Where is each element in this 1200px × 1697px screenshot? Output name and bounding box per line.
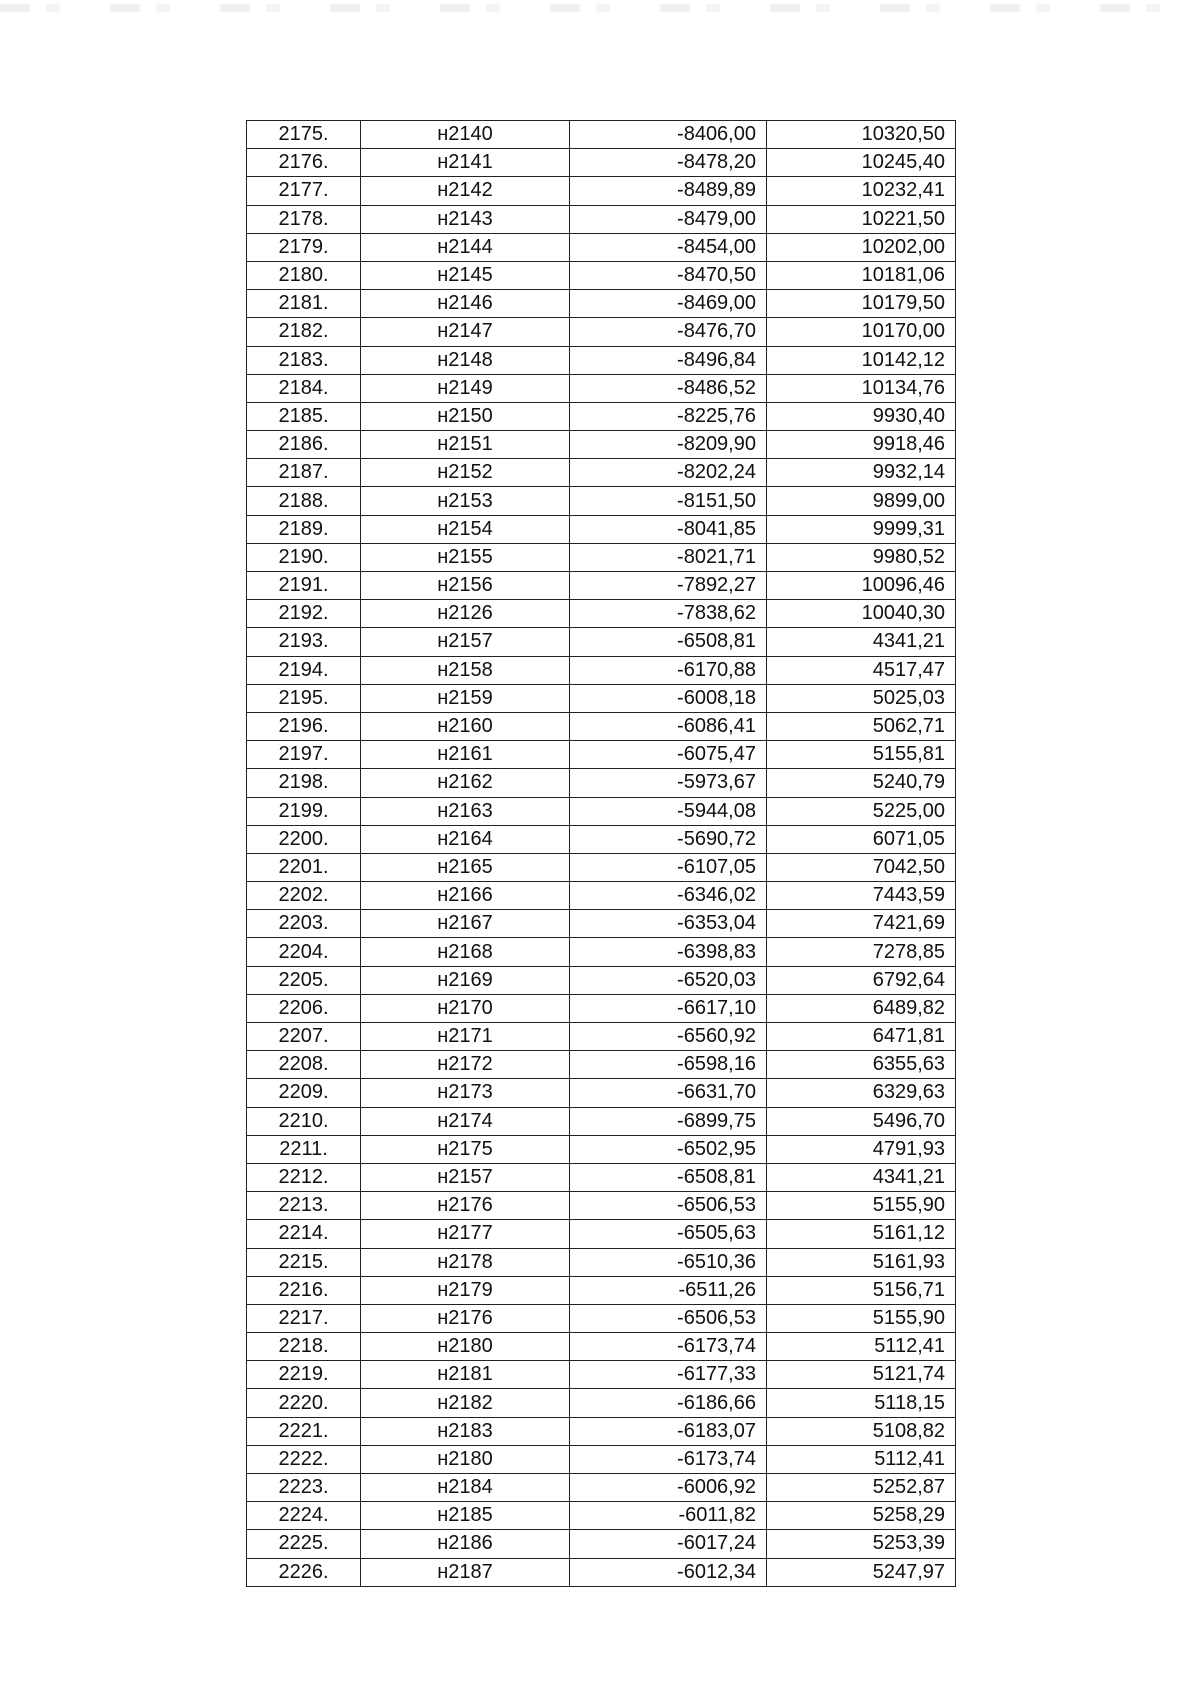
x-coordinate-cell: -6506,53 (570, 1192, 767, 1220)
y-coordinate-cell: 4341,21 (767, 628, 956, 656)
row-number-cell: 2201. (247, 853, 361, 881)
x-coordinate-cell: -6006,92 (570, 1474, 767, 1502)
y-coordinate-cell: 7278,85 (767, 938, 956, 966)
y-coordinate-cell: 5112,41 (767, 1445, 956, 1473)
point-id-cell: н2173 (361, 1079, 570, 1107)
x-coordinate-cell: -6899,75 (570, 1107, 767, 1135)
y-coordinate-cell: 5108,82 (767, 1417, 956, 1445)
x-coordinate-cell: -8209,90 (570, 431, 767, 459)
y-coordinate-cell: 6792,64 (767, 966, 956, 994)
y-coordinate-cell: 9999,31 (767, 515, 956, 543)
table-row (247, 684, 956, 712)
table-row (247, 1107, 956, 1135)
y-coordinate-cell: 5155,81 (767, 741, 956, 769)
x-coordinate-cell: -6617,10 (570, 994, 767, 1022)
table-row (247, 346, 956, 374)
row-number-cell: 2200. (247, 825, 361, 853)
table-row (247, 741, 956, 769)
table-row (247, 656, 956, 684)
y-coordinate-cell: 6329,63 (767, 1079, 956, 1107)
row-number-cell: 2187. (247, 459, 361, 487)
row-number-cell: 2205. (247, 966, 361, 994)
scan-header-noise (0, 4, 1200, 12)
y-coordinate-cell: 5156,71 (767, 1276, 956, 1304)
row-number-cell: 2178. (247, 205, 361, 233)
table-row (247, 1558, 956, 1586)
x-coordinate-cell: -6508,81 (570, 1163, 767, 1191)
x-coordinate-cell: -7892,27 (570, 572, 767, 600)
row-number-cell: 2196. (247, 712, 361, 740)
point-id-cell: н2167 (361, 910, 570, 938)
table-row (247, 374, 956, 402)
table-row (247, 1389, 956, 1417)
row-number-cell: 2208. (247, 1051, 361, 1079)
point-id-cell: н2187 (361, 1558, 570, 1586)
y-coordinate-cell: 6355,63 (767, 1051, 956, 1079)
y-coordinate-cell: 5112,41 (767, 1333, 956, 1361)
point-id-cell: н2166 (361, 882, 570, 910)
point-id-cell: н2149 (361, 374, 570, 402)
point-id-cell: н2126 (361, 600, 570, 628)
y-coordinate-cell: 5161,93 (767, 1248, 956, 1276)
table-row (247, 149, 956, 177)
y-coordinate-cell: 7421,69 (767, 910, 956, 938)
point-id-cell: н2157 (361, 628, 570, 656)
y-coordinate-cell: 4341,21 (767, 1163, 956, 1191)
y-coordinate-cell: 6071,05 (767, 825, 956, 853)
x-coordinate-cell: -8486,52 (570, 374, 767, 402)
point-id-cell: н2148 (361, 346, 570, 374)
x-coordinate-cell: -8489,89 (570, 177, 767, 205)
row-number-cell: 2221. (247, 1417, 361, 1445)
table-row (247, 233, 956, 261)
x-coordinate-cell: -8454,00 (570, 233, 767, 261)
row-number-cell: 2226. (247, 1558, 361, 1586)
y-coordinate-cell: 4517,47 (767, 656, 956, 684)
y-coordinate-cell: 5121,74 (767, 1361, 956, 1389)
row-number-cell: 2186. (247, 431, 361, 459)
y-coordinate-cell: 4791,93 (767, 1135, 956, 1163)
table-row (247, 177, 956, 205)
table-row (247, 1276, 956, 1304)
row-number-cell: 2225. (247, 1530, 361, 1558)
y-coordinate-cell: 5247,97 (767, 1558, 956, 1586)
point-id-cell: н2140 (361, 121, 570, 149)
y-coordinate-cell: 10181,06 (767, 261, 956, 289)
table-row (247, 205, 956, 233)
row-number-cell: 2216. (247, 1276, 361, 1304)
table-row (247, 543, 956, 571)
coordinates-table (246, 120, 956, 1587)
y-coordinate-cell: 5062,71 (767, 712, 956, 740)
x-coordinate-cell: -6017,24 (570, 1530, 767, 1558)
y-coordinate-cell: 5225,00 (767, 797, 956, 825)
y-coordinate-cell: 10179,50 (767, 290, 956, 318)
row-number-cell: 2217. (247, 1304, 361, 1332)
row-number-cell: 2185. (247, 402, 361, 430)
point-id-cell: н2179 (361, 1276, 570, 1304)
point-id-cell: н2168 (361, 938, 570, 966)
table-row (247, 797, 956, 825)
row-number-cell: 2195. (247, 684, 361, 712)
point-id-cell: н2143 (361, 205, 570, 233)
table-row (247, 994, 956, 1022)
point-id-cell: н2161 (361, 741, 570, 769)
table-row (247, 825, 956, 853)
x-coordinate-cell: -6075,47 (570, 741, 767, 769)
point-id-cell: н2174 (361, 1107, 570, 1135)
table-row (247, 121, 956, 149)
row-number-cell: 2183. (247, 346, 361, 374)
table-row (247, 515, 956, 543)
table-row (247, 1192, 956, 1220)
table-row (247, 600, 956, 628)
x-coordinate-cell: -5690,72 (570, 825, 767, 853)
row-number-cell: 2218. (247, 1333, 361, 1361)
point-id-cell: н2158 (361, 656, 570, 684)
table-row (247, 882, 956, 910)
y-coordinate-cell: 5252,87 (767, 1474, 956, 1502)
row-number-cell: 2184. (247, 374, 361, 402)
point-id-cell: н2147 (361, 318, 570, 346)
x-coordinate-cell: -6506,53 (570, 1304, 767, 1332)
table-row (247, 966, 956, 994)
row-number-cell: 2209. (247, 1079, 361, 1107)
y-coordinate-cell: 9980,52 (767, 543, 956, 571)
row-number-cell: 2211. (247, 1135, 361, 1163)
y-coordinate-cell: 9930,40 (767, 402, 956, 430)
table-row (247, 487, 956, 515)
y-coordinate-cell: 5240,79 (767, 769, 956, 797)
table-row (247, 1417, 956, 1445)
row-number-cell: 2203. (247, 910, 361, 938)
point-id-cell: н2183 (361, 1417, 570, 1445)
x-coordinate-cell: -8479,00 (570, 205, 767, 233)
x-coordinate-cell: -6502,95 (570, 1135, 767, 1163)
x-coordinate-cell: -6508,81 (570, 628, 767, 656)
point-id-cell: н2163 (361, 797, 570, 825)
y-coordinate-cell: 9918,46 (767, 431, 956, 459)
x-coordinate-cell: -6177,33 (570, 1361, 767, 1389)
table-row (247, 1530, 956, 1558)
row-number-cell: 2214. (247, 1220, 361, 1248)
x-coordinate-cell: -6631,70 (570, 1079, 767, 1107)
x-coordinate-cell: -5973,67 (570, 769, 767, 797)
table-row (247, 769, 956, 797)
row-number-cell: 2206. (247, 994, 361, 1022)
point-id-cell: н2180 (361, 1333, 570, 1361)
y-coordinate-cell: 6489,82 (767, 994, 956, 1022)
table-row (247, 712, 956, 740)
table-row (247, 261, 956, 289)
x-coordinate-cell: -6510,36 (570, 1248, 767, 1276)
table-row (247, 938, 956, 966)
point-id-cell: н2165 (361, 853, 570, 881)
point-id-cell: н2156 (361, 572, 570, 600)
x-coordinate-cell: -6186,66 (570, 1389, 767, 1417)
x-coordinate-cell: -6598,16 (570, 1051, 767, 1079)
x-coordinate-cell: -6173,74 (570, 1333, 767, 1361)
row-number-cell: 2175. (247, 121, 361, 149)
y-coordinate-cell: 10320,50 (767, 121, 956, 149)
point-id-cell: н2164 (361, 825, 570, 853)
row-number-cell: 2180. (247, 261, 361, 289)
table-row (247, 1474, 956, 1502)
y-coordinate-cell: 5253,39 (767, 1530, 956, 1558)
y-coordinate-cell: 5161,12 (767, 1220, 956, 1248)
y-coordinate-cell: 5118,15 (767, 1389, 956, 1417)
row-number-cell: 2177. (247, 177, 361, 205)
x-coordinate-cell: -8469,00 (570, 290, 767, 318)
y-coordinate-cell: 5496,70 (767, 1107, 956, 1135)
y-coordinate-cell: 6471,81 (767, 1023, 956, 1051)
row-number-cell: 2179. (247, 233, 361, 261)
table-row (247, 1502, 956, 1530)
y-coordinate-cell: 10232,41 (767, 177, 956, 205)
point-id-cell: н2152 (361, 459, 570, 487)
row-number-cell: 2212. (247, 1163, 361, 1191)
table-row (247, 910, 956, 938)
x-coordinate-cell: -6520,03 (570, 966, 767, 994)
table-row (247, 628, 956, 656)
row-number-cell: 2199. (247, 797, 361, 825)
point-id-cell: н2172 (361, 1051, 570, 1079)
point-id-cell: н2177 (361, 1220, 570, 1248)
point-id-cell: н2186 (361, 1530, 570, 1558)
table-row (247, 318, 956, 346)
point-id-cell: н2181 (361, 1361, 570, 1389)
y-coordinate-cell: 10245,40 (767, 149, 956, 177)
x-coordinate-cell: -6173,74 (570, 1445, 767, 1473)
table-row (247, 431, 956, 459)
table-row (247, 1163, 956, 1191)
row-number-cell: 2198. (247, 769, 361, 797)
x-coordinate-cell: -6353,04 (570, 910, 767, 938)
table-row (247, 459, 956, 487)
row-number-cell: 2220. (247, 1389, 361, 1417)
row-number-cell: 2182. (247, 318, 361, 346)
table-row (247, 290, 956, 318)
row-number-cell: 2190. (247, 543, 361, 571)
point-id-cell: н2184 (361, 1474, 570, 1502)
x-coordinate-cell: -6183,07 (570, 1417, 767, 1445)
y-coordinate-cell: 10040,30 (767, 600, 956, 628)
y-coordinate-cell: 10221,50 (767, 205, 956, 233)
point-id-cell: н2182 (361, 1389, 570, 1417)
x-coordinate-cell: -8470,50 (570, 261, 767, 289)
x-coordinate-cell: -6011,82 (570, 1502, 767, 1530)
row-number-cell: 2191. (247, 572, 361, 600)
row-number-cell: 2207. (247, 1023, 361, 1051)
x-coordinate-cell: -8202,24 (570, 459, 767, 487)
point-id-cell: н2154 (361, 515, 570, 543)
x-coordinate-cell: -6511,26 (570, 1276, 767, 1304)
row-number-cell: 2176. (247, 149, 361, 177)
x-coordinate-cell: -7838,62 (570, 600, 767, 628)
row-number-cell: 2202. (247, 882, 361, 910)
y-coordinate-cell: 5258,29 (767, 1502, 956, 1530)
point-id-cell: н2160 (361, 712, 570, 740)
table-row (247, 1333, 956, 1361)
y-coordinate-cell: 5155,90 (767, 1304, 956, 1332)
x-coordinate-cell: -6086,41 (570, 712, 767, 740)
table-row (247, 1248, 956, 1276)
row-number-cell: 2223. (247, 1474, 361, 1502)
row-number-cell: 2222. (247, 1445, 361, 1473)
point-id-cell: н2142 (361, 177, 570, 205)
point-id-cell: н2171 (361, 1023, 570, 1051)
point-id-cell: н2153 (361, 487, 570, 515)
point-id-cell: н2162 (361, 769, 570, 797)
y-coordinate-cell: 10096,46 (767, 572, 956, 600)
row-number-cell: 2210. (247, 1107, 361, 1135)
row-number-cell: 2188. (247, 487, 361, 515)
point-id-cell: н2144 (361, 233, 570, 261)
point-id-cell: н2185 (361, 1502, 570, 1530)
point-id-cell: н2159 (361, 684, 570, 712)
x-coordinate-cell: -8041,85 (570, 515, 767, 543)
row-number-cell: 2189. (247, 515, 361, 543)
coordinates-table-body (247, 121, 956, 1587)
point-id-cell: н2141 (361, 149, 570, 177)
row-number-cell: 2224. (247, 1502, 361, 1530)
x-coordinate-cell: -8151,50 (570, 487, 767, 515)
point-id-cell: н2151 (361, 431, 570, 459)
table-row (247, 1079, 956, 1107)
row-number-cell: 2194. (247, 656, 361, 684)
point-id-cell: н2176 (361, 1304, 570, 1332)
y-coordinate-cell: 9932,14 (767, 459, 956, 487)
point-id-cell: н2176 (361, 1192, 570, 1220)
x-coordinate-cell: -8476,70 (570, 318, 767, 346)
point-id-cell: н2150 (361, 402, 570, 430)
point-id-cell: н2169 (361, 966, 570, 994)
table-row (247, 1220, 956, 1248)
point-id-cell: н2175 (361, 1135, 570, 1163)
row-number-cell: 2219. (247, 1361, 361, 1389)
x-coordinate-cell: -5944,08 (570, 797, 767, 825)
y-coordinate-cell: 10170,00 (767, 318, 956, 346)
x-coordinate-cell: -6560,92 (570, 1023, 767, 1051)
x-coordinate-cell: -6107,05 (570, 853, 767, 881)
table-row (247, 1361, 956, 1389)
x-coordinate-cell: -6008,18 (570, 684, 767, 712)
point-id-cell: н2145 (361, 261, 570, 289)
y-coordinate-cell: 7042,50 (767, 853, 956, 881)
x-coordinate-cell: -8225,76 (570, 402, 767, 430)
row-number-cell: 2197. (247, 741, 361, 769)
table-row (247, 402, 956, 430)
x-coordinate-cell: -8478,20 (570, 149, 767, 177)
x-coordinate-cell: -8496,84 (570, 346, 767, 374)
table-row (247, 1135, 956, 1163)
row-number-cell: 2192. (247, 600, 361, 628)
x-coordinate-cell: -6012,34 (570, 1558, 767, 1586)
y-coordinate-cell: 10142,12 (767, 346, 956, 374)
x-coordinate-cell: -6170,88 (570, 656, 767, 684)
y-coordinate-cell: 9899,00 (767, 487, 956, 515)
point-id-cell: н2180 (361, 1445, 570, 1473)
table-row (247, 572, 956, 600)
y-coordinate-cell: 10202,00 (767, 233, 956, 261)
y-coordinate-cell: 7443,59 (767, 882, 956, 910)
row-number-cell: 2213. (247, 1192, 361, 1220)
y-coordinate-cell: 10134,76 (767, 374, 956, 402)
row-number-cell: 2215. (247, 1248, 361, 1276)
row-number-cell: 2181. (247, 290, 361, 318)
table-row (247, 1304, 956, 1332)
point-id-cell: н2157 (361, 1163, 570, 1191)
point-id-cell: н2178 (361, 1248, 570, 1276)
y-coordinate-cell: 5155,90 (767, 1192, 956, 1220)
x-coordinate-cell: -6346,02 (570, 882, 767, 910)
row-number-cell: 2193. (247, 628, 361, 656)
table-row (247, 853, 956, 881)
x-coordinate-cell: -6398,83 (570, 938, 767, 966)
x-coordinate-cell: -8406,00 (570, 121, 767, 149)
table-row (247, 1445, 956, 1473)
x-coordinate-cell: -8021,71 (570, 543, 767, 571)
y-coordinate-cell: 5025,03 (767, 684, 956, 712)
point-id-cell: н2146 (361, 290, 570, 318)
table-row (247, 1023, 956, 1051)
x-coordinate-cell: -6505,63 (570, 1220, 767, 1248)
point-id-cell: н2155 (361, 543, 570, 571)
point-id-cell: н2170 (361, 994, 570, 1022)
row-number-cell: 2204. (247, 938, 361, 966)
table-row (247, 1051, 956, 1079)
